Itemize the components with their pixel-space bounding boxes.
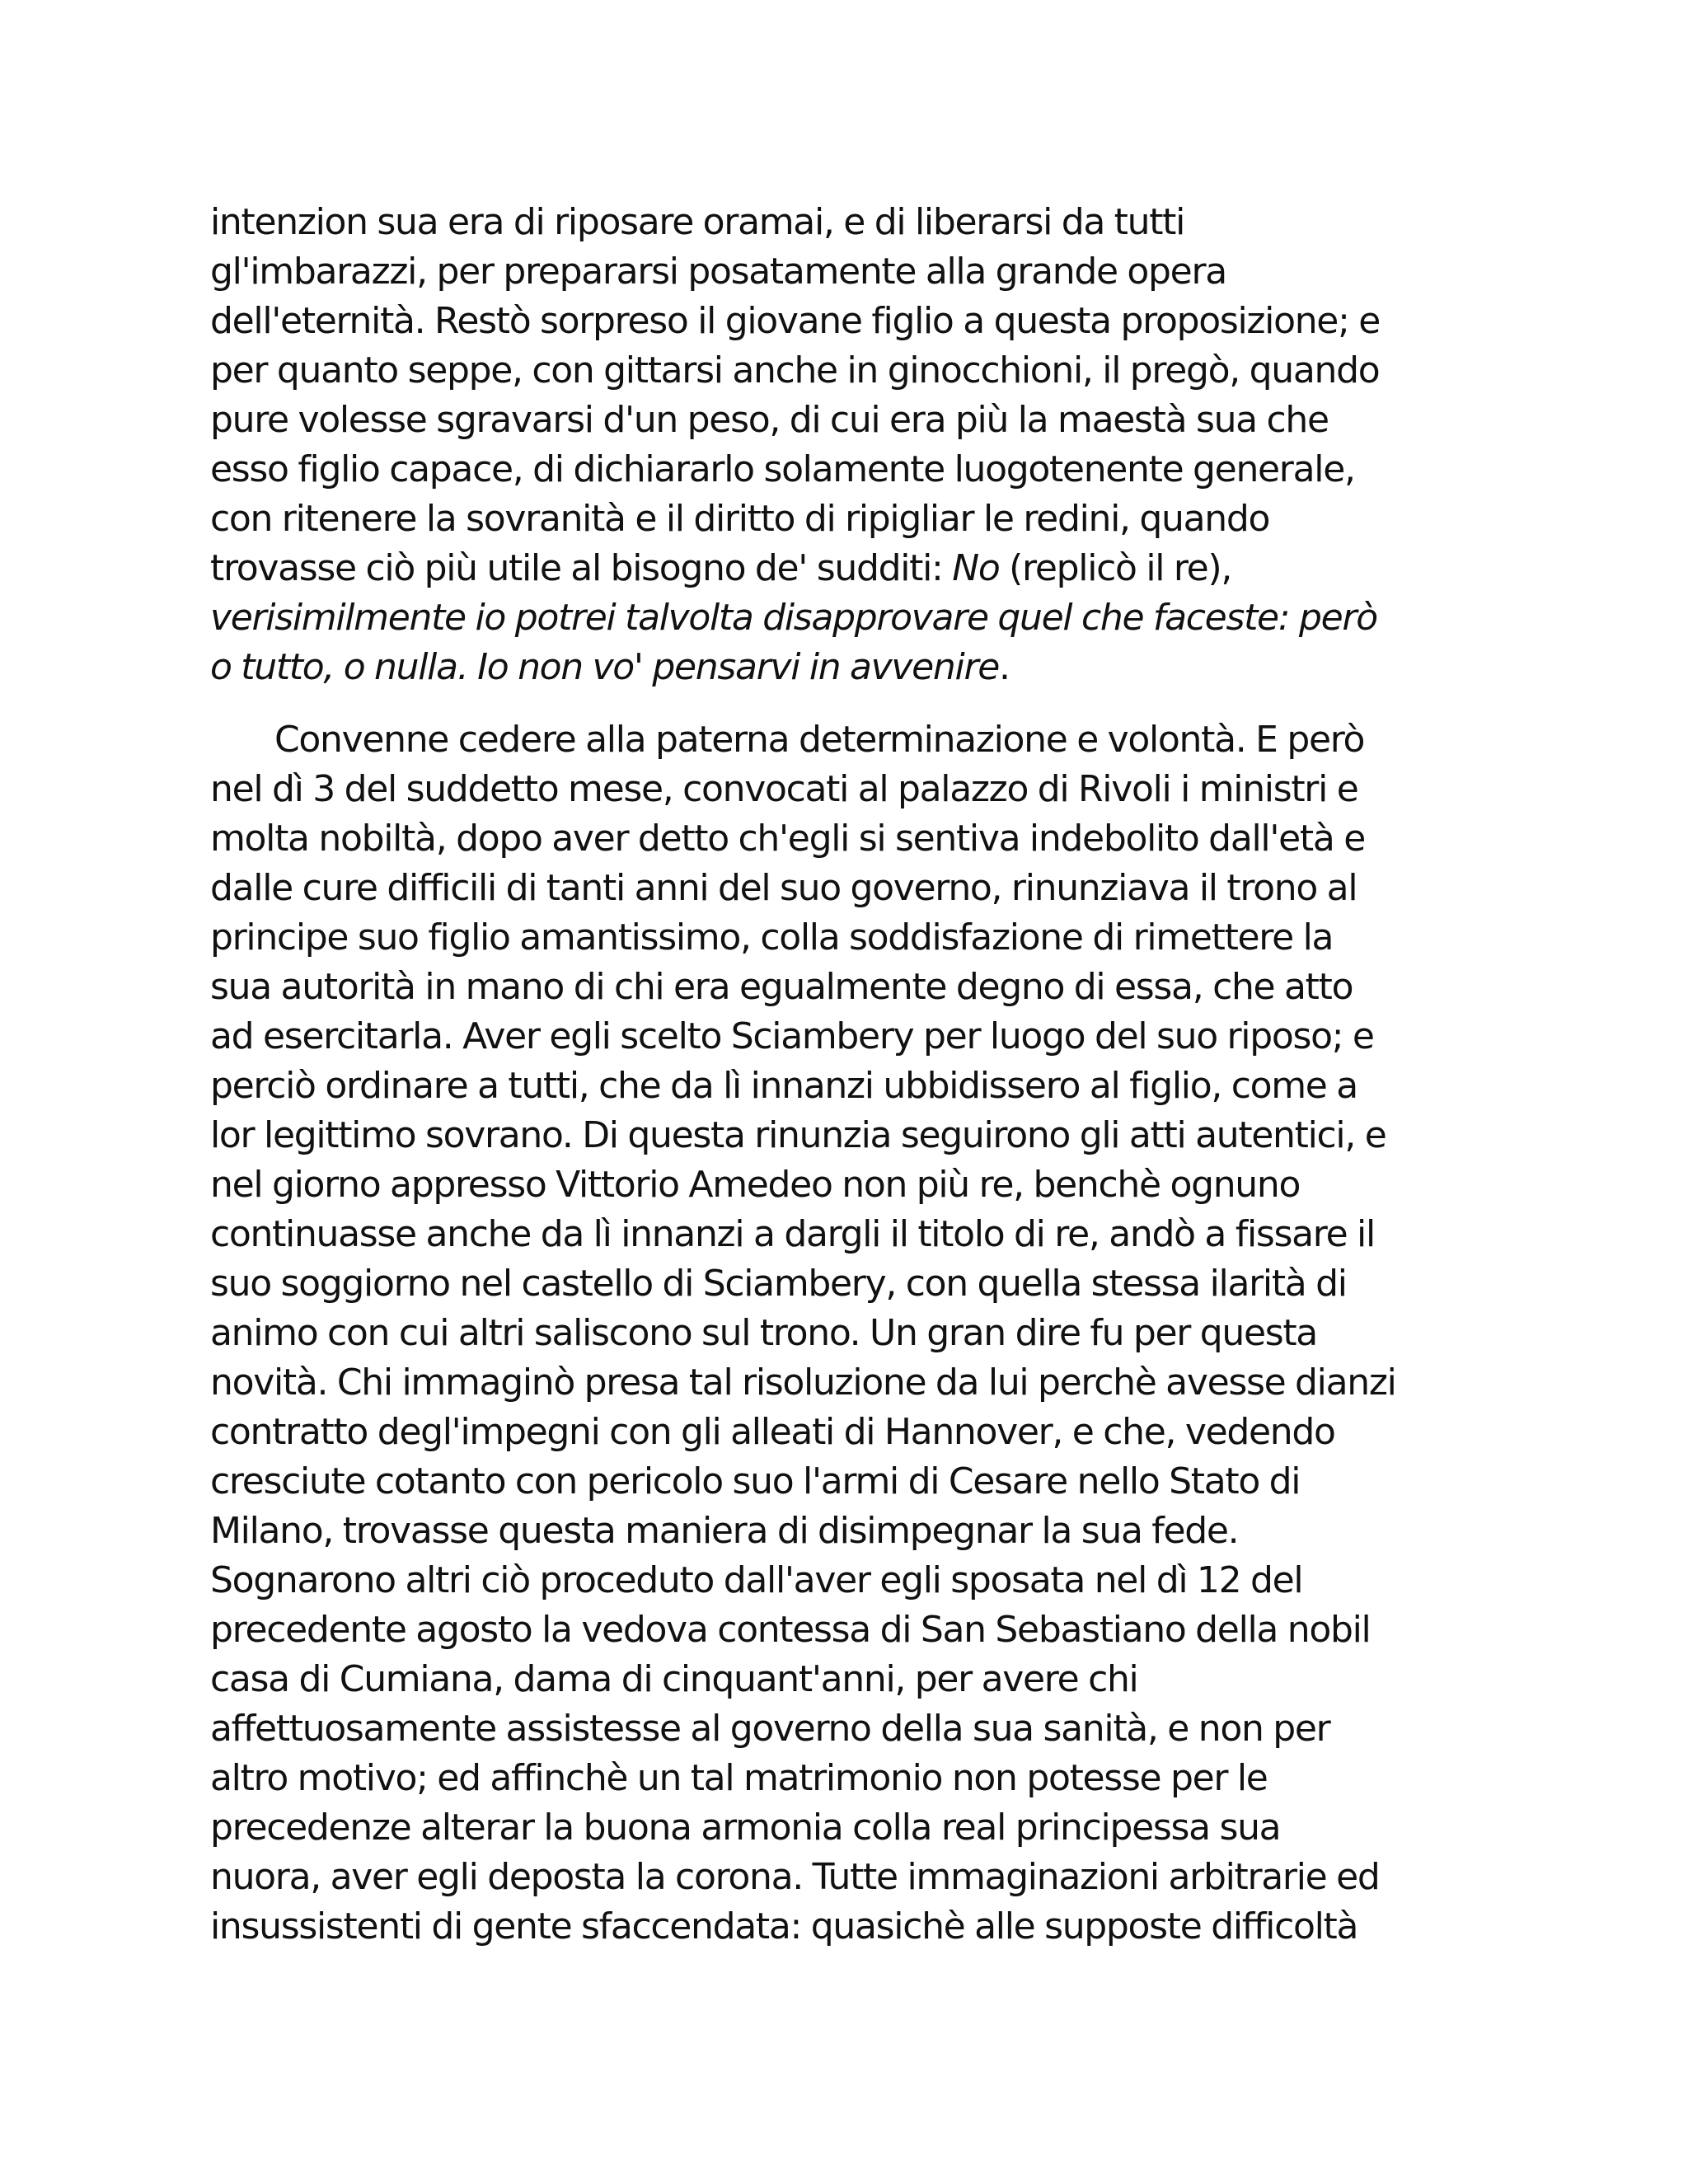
- text-line: principe suo figlio amantissimo, colla soddisfazione di rimettere la: [210, 916, 1334, 958]
- text-line: animo con cui altri saliscono sul trono. Un gran dire fu per questa: [210, 1312, 1317, 1354]
- text-line: insussistenti di gente sfaccendata: quasichè alle supposte difficoltà: [210, 1905, 1358, 1947]
- text-line: ad esercitarla. Aver egli scelto Sciambery per luogo del suo riposo; e: [210, 1015, 1374, 1057]
- text-line: con ritenere la sovranità e il diritto di ripigliar le redini, quando: [210, 498, 1270, 540]
- text-line: precedenze alterar la buona armonia colla real principessa sua: [210, 1807, 1281, 1849]
- text-line: nel giorno appresso Vittorio Amedeo non più re, benchè ognuno: [210, 1164, 1301, 1206]
- text-segment: trovasse ciò più utile al bisogno de' sudditi:: [210, 547, 953, 589]
- text-line: lor legittimo sovrano. Di questa rinunzia seguirono gli atti autentici, e: [210, 1114, 1386, 1156]
- text-line: perciò ordinare a tutti, che da lì innanzi ubbidissero al figlio, come a: [210, 1065, 1357, 1107]
- text-line: casa di Cumiana, dama di cinquant'anni, per avere chi: [210, 1658, 1138, 1700]
- document-page: [210, 198, 1496, 1952]
- text-line: affettuosamente assistesse al governo della sua sanità, e non per: [210, 1708, 1330, 1750]
- text-line: suo soggiorno nel castello di Sciambery, con quella stessa ilarità di: [210, 1263, 1347, 1305]
- text-line-indented: Convenne cedere alla paterna determinazione e volontà. E però: [274, 719, 1365, 761]
- paragraph-gap: [210, 692, 1496, 715]
- italic-segment: o tutto, o nulla. Io non vo' pensarvi in avvenire: [210, 646, 1000, 688]
- text-line: per quanto seppe, con gittarsi anche in ginocchioni, il pregò, quando: [210, 349, 1380, 391]
- text-line: gl'imbarazzi, per prepararsi posatamente alla grande opera: [210, 251, 1226, 293]
- text-line: Sognarono altri ciò proceduto dall'aver egli sposata nel dì 12 del: [210, 1559, 1303, 1601]
- italic-segment: No: [952, 547, 1000, 589]
- text-line: dalle cure difficili di tanti anni del suo governo, rinunziava il trono al: [210, 867, 1357, 909]
- text-line: cresciute cotanto con pericolo suo l'armi di Cesare nello Stato di: [210, 1460, 1301, 1502]
- text-line: Milano, trovasse questa maniera di disimpegnar la sua fede.: [210, 1510, 1239, 1552]
- text-line: dell'eternità. Restò sorpreso il giovane figlio a questa proposizione; e: [210, 300, 1381, 342]
- paragraph-1: [210, 198, 1496, 692]
- paragraph-2: [210, 715, 1496, 1952]
- text-line: novità. Chi immaginò presa tal risoluzione da lui perchè avesse dianzi: [210, 1361, 1396, 1404]
- text-line-mixed: [210, 544, 1496, 593]
- text-line: precedente agosto la vedova contessa di San Sebastiano della nobil: [210, 1609, 1371, 1651]
- text-line: continuasse anche da lì innanzi a dargli il titolo di re, andò a fissare il: [210, 1213, 1375, 1255]
- text-segment: (replicò il re),: [999, 547, 1232, 589]
- text-line-mixed: [210, 643, 1496, 692]
- text-line: sua autorità in mano di chi era egualmente degno di essa, che atto: [210, 966, 1353, 1008]
- text-line: esso figlio capace, di dichiararlo solamente luogotenente generale,: [210, 448, 1355, 490]
- text-line: nel dì 3 del suddetto mese, convocati al palazzo di Rivoli i ministri e: [210, 768, 1358, 810]
- text-line: intenzion sua era di riposare oramai, e di liberarsi da tutti: [210, 201, 1185, 243]
- italic-segment: verisimilmente io potrei talvolta disapprovare quel che faceste: però: [210, 597, 1377, 639]
- text-line: molta nobiltà, dopo aver detto ch'egli si sentiva indebolito dall'età e: [210, 818, 1365, 860]
- text-line: altro motivo; ed affinchè un tal matrimonio non potesse per le: [210, 1757, 1268, 1799]
- text-line: nuora, aver egli deposta la corona. Tutte immaginazioni arbitrarie ed: [210, 1856, 1380, 1898]
- text-line: contratto degl'impegni con gli alleati di Hannover, e che, vedendo: [210, 1411, 1335, 1453]
- text-line-italic: [210, 593, 1496, 643]
- text-line: pure volesse sgravarsi d'un peso, di cui era più la maestà sua che: [210, 399, 1329, 441]
- text-segment: .: [999, 646, 1010, 688]
